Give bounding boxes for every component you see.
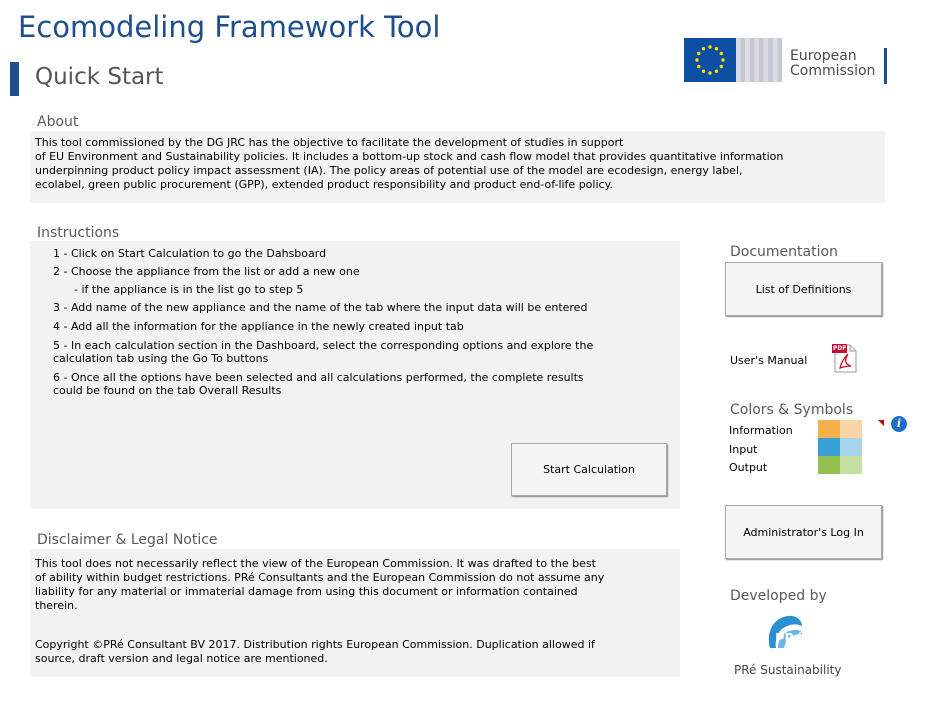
ec-logo-line2: Commission <box>790 63 876 79</box>
eu-star-icon <box>702 70 705 73</box>
copyright-text <box>35 638 675 666</box>
start-calculation-button[interactable]: Start Calculation <box>511 443 667 496</box>
instruction-step-5-cont: calculation tab using the Go To buttons <box>53 352 269 365</box>
about-line: This tool commissioned by the DG JRC has the objective to facilitate the development of studies in support <box>35 136 624 149</box>
subtitle-accent-bar <box>10 62 19 96</box>
pdf-badge-text: PDF <box>833 345 847 352</box>
app-title: Ecomodeling Framework Tool <box>18 10 441 44</box>
instruction-step-6: 6 - Once all the options have been selected and all calculations performed, the complete results <box>53 371 584 384</box>
about-line: underpinning product policy impact assessment (IA). The policy areas of potential use of the model are ecodesign, energy label, <box>35 164 743 177</box>
instruction-step-6-cont: could be found on the tab Overall Results <box>53 384 282 397</box>
instruction-step-3: 3 - Add name of the new appliance and the name of the tab where the input data will be entered <box>53 301 588 314</box>
eu-star-icon <box>695 58 698 61</box>
instruction-step-5: 5 - In each calculation section in the Dashboard, select the corresponding options and explore the <box>53 339 594 352</box>
ec-logo-text <box>790 49 875 79</box>
about-line: of EU Environment and Sustainability policies. It includes a bottom-up stock and cash flow model that provides quantitative information <box>35 150 784 163</box>
legend-label-information: Information <box>729 424 793 437</box>
disclaimer-text <box>35 557 675 613</box>
disclaimer-title: Disclaimer & Legal Notice <box>37 532 218 548</box>
eu-star-icon <box>720 65 723 68</box>
colors-symbols-title: Colors & Symbols <box>730 402 854 418</box>
eu-star-icon <box>697 52 700 55</box>
eu-star-icon <box>708 71 711 74</box>
pdf-file-icon[interactable] <box>832 342 858 374</box>
instruction-step-2-sub: - if the appliance is in the list go to step 5 <box>74 283 304 296</box>
information-color-swatch-dark <box>818 420 840 438</box>
eu-star-icon <box>715 70 718 73</box>
disclaimer-line: therein. <box>35 599 78 612</box>
disclaimer-line: liability for any material or immaterial damage from using this document or information contained <box>35 585 578 598</box>
developer-name: PRé Sustainability <box>734 663 842 677</box>
pre-logo-text: PRé <box>775 632 804 647</box>
administrator-login-button[interactable]: Administrator's Log In <box>725 505 882 559</box>
berlaymont-building-icon <box>736 38 782 82</box>
developed-by-title: Developed by <box>730 588 827 604</box>
eu-star-icon <box>697 65 700 68</box>
ec-logo-line1: European <box>790 48 857 64</box>
about-line: ecolabel, green public procurement (GPP), extended product responsibility and product end-of-life policy. <box>35 178 614 191</box>
eu-flag-icon <box>684 38 736 82</box>
about-title: About <box>37 114 79 130</box>
copyright-line: Copyright ©PRé Consultant BV 2017. Distribution rights European Commission. Duplication allowed if <box>35 638 595 651</box>
european-commission-logo <box>684 38 894 84</box>
disclaimer-line: of ability within budget restrictions. PRé Consultants and the European Commission do not assume any <box>35 571 605 584</box>
instruction-step-2: 2 - Choose the appliance from the list or add a new one <box>53 265 360 278</box>
eu-star-icon <box>720 52 723 55</box>
output-color-swatch-light <box>840 456 862 474</box>
legend-label-input: Input <box>729 443 758 456</box>
instruction-step-4: 4 - Add all the information for the appliance in the newly created input tab <box>53 320 464 333</box>
eu-star-icon <box>708 45 711 48</box>
documentation-title: Documentation <box>730 244 838 260</box>
info-icon[interactable]: i <box>891 416 907 432</box>
instruction-step-1: 1 - Click on Start Calculation to go the Dahsboard <box>53 247 327 260</box>
information-color-swatch-light <box>840 420 862 438</box>
eu-star-icon <box>721 58 724 61</box>
eu-star-icon <box>702 47 705 50</box>
copyright-line: source, draft version and legal notice are mentioned. <box>35 652 328 665</box>
pre-logo-icon <box>762 612 806 652</box>
output-color-swatch-dark <box>818 456 840 474</box>
about-text <box>35 136 883 192</box>
users-manual-label[interactable]: User's Manual <box>730 354 808 367</box>
list-of-definitions-button[interactable]: List of Definitions <box>725 262 882 316</box>
comment-marker-icon <box>878 420 884 426</box>
page-subtitle: Quick Start <box>35 64 164 90</box>
input-color-swatch-dark <box>818 438 840 456</box>
legend-label-output: Output <box>729 461 768 474</box>
disclaimer-line: This tool does not necessarily reflect the view of the European Commission. It was drafted to the best <box>35 557 596 570</box>
eu-star-icon <box>715 47 718 50</box>
ec-logo-rule <box>884 48 887 84</box>
input-color-swatch-light <box>840 438 862 456</box>
instructions-title: Instructions <box>37 225 120 241</box>
